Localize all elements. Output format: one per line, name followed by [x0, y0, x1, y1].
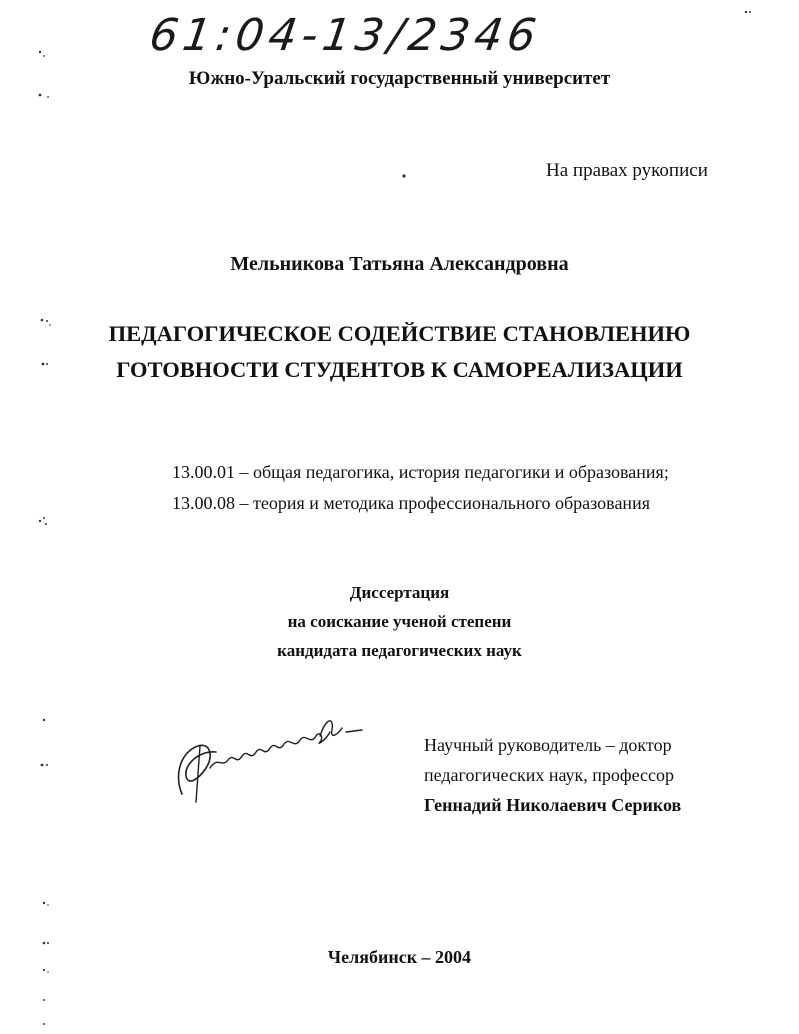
university-name: Южно-Уральский государственный университет	[188, 68, 611, 89]
dissertation-label: Диссертация	[349, 583, 450, 602]
supervisor-name: Геннадий Николаевич Сериков	[424, 795, 682, 815]
title-line-2: ГОТОВНОСТИ СТУДЕНТОВ К САМОРЕАЛИЗАЦИИ	[116, 357, 683, 382]
dissertation-degree: кандидата педагогических наук	[277, 641, 522, 660]
supervisor-line-1: Научный руководитель – доктор	[424, 735, 672, 755]
title-line-1: ПЕДАГОГИЧЕСКОЕ СОДЕЙСТВИЕ СТАНОВЛЕНИЮ	[108, 321, 691, 346]
dissertation-purpose: на соискание ученой степени	[287, 612, 512, 631]
specialty-line-2: 13.00.08 – теория и методика профессионального образования	[172, 493, 650, 513]
city-year: Челябинск – 2004	[327, 947, 472, 967]
manuscript-rights-note: На правах рукописи	[546, 160, 708, 181]
author-name: Мельникова Татьяна Александровна	[230, 253, 569, 275]
handwritten-catalog-number: 61:04-13/2346	[146, 10, 545, 61]
specialty-line-1: 13.00.01 – общая педагогика, история педагогики и образования;	[172, 462, 669, 482]
supervisor-line-2: педагогических наук, профессор	[424, 765, 675, 785]
